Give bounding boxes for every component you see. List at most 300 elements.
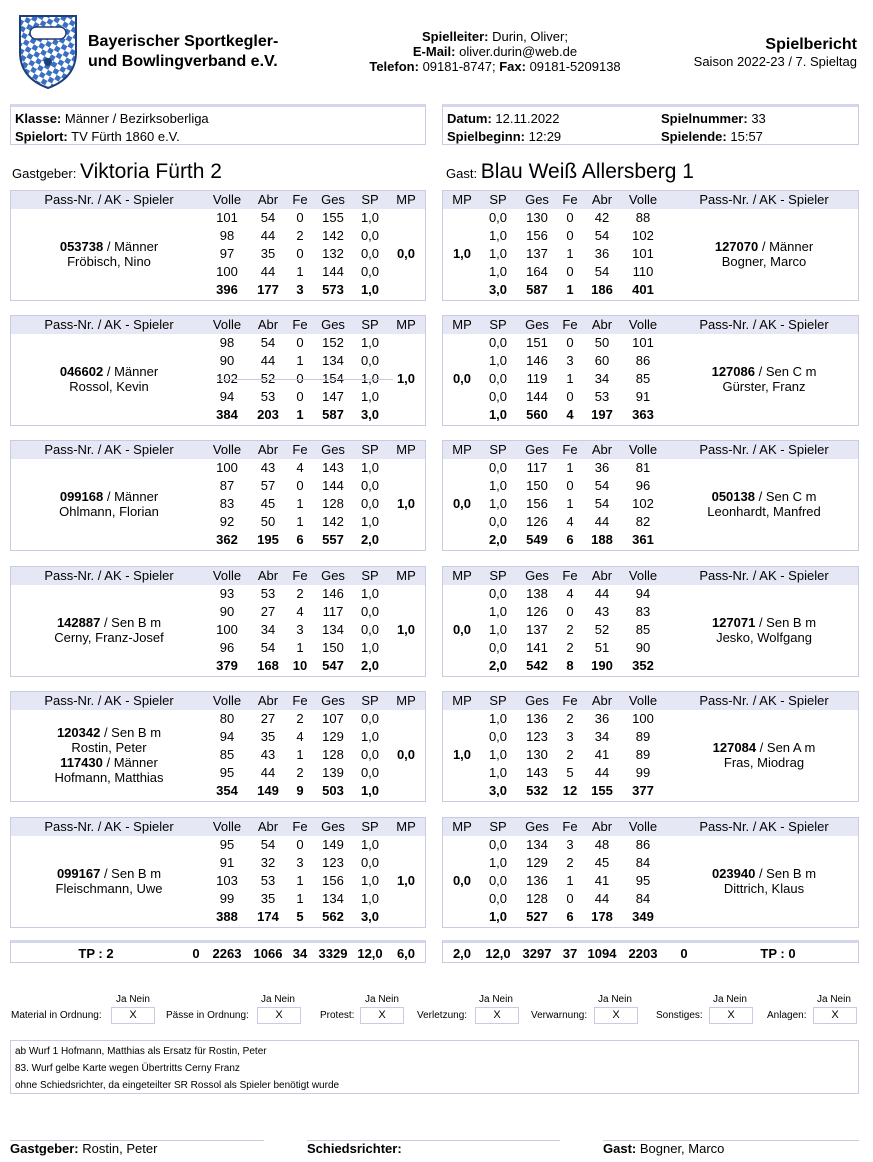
player-pass-nr: 023940 [711, 866, 756, 881]
home-fe-value: 0 [296, 210, 304, 225]
home-fe-value: 2 [296, 765, 304, 780]
email-value[interactable]: oliver.durin@web.de [459, 44, 578, 59]
ja-nein-3: Ja Nein [365, 994, 399, 1005]
home-mp-value: 0,0 [396, 747, 416, 762]
ende-label: Spielende: [661, 129, 727, 144]
check-box-material[interactable]: X [111, 1007, 155, 1024]
col-header-ges: Ges [525, 693, 549, 708]
away-fe-value: 0 [566, 389, 574, 404]
home-ges-total: 557 [322, 532, 344, 547]
away-tp: TP : 0 [760, 946, 796, 961]
datum-label: Datum: [447, 111, 492, 126]
away-abr-value: 44 [594, 765, 610, 780]
home-sp-value: 1,0 [360, 389, 380, 404]
player-name: Cerny, Franz-Josef [54, 630, 164, 645]
home-abr-value: 44 [260, 228, 276, 243]
home-volle-value: 95 [219, 765, 235, 780]
player-cell [11, 615, 207, 645]
player-ak: / Sen B m [100, 615, 162, 630]
remark-line: ab Wurf 1 Hofmann, Matthias als Ersatz für Rostin, Peter [15, 1046, 267, 1057]
player-name: Gürster, Franz [722, 379, 806, 394]
home-abr-value: 43 [260, 460, 276, 475]
home-abr-value: 43 [260, 747, 276, 762]
away-total-mp: 2,0 [452, 946, 472, 961]
player-pass-nr: 127070 [714, 239, 759, 254]
check-label-paesse: Pässe in Ordnung: [166, 1010, 249, 1021]
col-header-fe: Fe [292, 819, 308, 834]
away-sp-value: 0,0 [488, 586, 508, 601]
col-header-player: Pass-Nr. / AK - Spieler [699, 442, 829, 457]
away-volle-value: 96 [635, 478, 651, 493]
away-abr-value: 51 [594, 640, 610, 655]
home-abr-total: 195 [257, 532, 279, 547]
player-name: Leonhardt, Manfred [707, 504, 821, 519]
doc-title: Spielbericht [765, 36, 857, 53]
away-ges-value: 123 [526, 729, 548, 744]
away-ges-value: 137 [526, 622, 548, 637]
player-pass-line [11, 755, 207, 770]
home-fe-value: 0 [296, 371, 304, 386]
away-sp-value: 0,0 [488, 514, 508, 529]
away-abr-total: 197 [591, 407, 613, 422]
check-box-verwarnung[interactable]: X [594, 1007, 638, 1024]
home-volle-total: 362 [216, 532, 238, 547]
away-abr-value: 34 [594, 371, 610, 386]
leiter-label: Spielleiter: [422, 29, 489, 44]
player-pass-nr: 127071 [711, 615, 756, 630]
game-block-away [442, 691, 859, 802]
check-box-sonstiges[interactable]: X [709, 1007, 753, 1024]
away-abr-value: 36 [594, 246, 610, 261]
col-header-mp: MP [396, 442, 416, 457]
away-ges-value: 119 [526, 371, 548, 386]
home-fe-value: 1 [296, 747, 304, 762]
col-header-player: Pass-Nr. / AK - Spieler [699, 693, 829, 708]
away-fe-value: 4 [566, 514, 574, 529]
home-fe-value: 0 [296, 478, 304, 493]
home-fe-value: 2 [296, 228, 304, 243]
col-header-ges: Ges [525, 317, 549, 332]
home-total-volle: 2263 [212, 946, 242, 961]
check-label-anlagen: Anlagen: [767, 1010, 807, 1021]
home-mp-value: 1,0 [396, 496, 416, 511]
sig-home-value: Rostin, Peter [82, 1141, 158, 1156]
player-name: Dittrich, Klaus [723, 881, 805, 896]
away-ges-value: 144 [526, 389, 548, 404]
home-volle-value: 80 [219, 711, 235, 726]
col-header-player: Pass-Nr. / AK - Spieler [44, 693, 174, 708]
away-volle-value: 101 [632, 246, 654, 261]
signature-home [10, 1140, 264, 1161]
home-volle-value: 94 [219, 729, 235, 744]
col-header-player: Pass-Nr. / AK - Spieler [699, 819, 829, 834]
home-fe-value: 2 [296, 711, 304, 726]
col-header-abr: Abr [257, 819, 279, 834]
home-abr-value: 53 [260, 389, 276, 404]
player-cell [669, 489, 859, 519]
player-name: Fröbisch, Nino [67, 254, 151, 269]
col-header-player: Pass-Nr. / AK - Spieler [44, 819, 174, 834]
away-ges-value: 134 [526, 837, 548, 852]
away-abr-value: 44 [594, 586, 610, 601]
away-volle-value: 94 [635, 586, 651, 601]
home-sp-value: 0,0 [360, 353, 380, 368]
col-header-sp: SP [489, 568, 507, 583]
home-ges-value: 134 [322, 622, 344, 637]
away-abr-value: 48 [594, 837, 610, 852]
away-ges-value: 156 [526, 228, 548, 243]
col-header-abr: Abr [591, 192, 613, 207]
away-volle-value: 100 [632, 711, 654, 726]
away-volle-value: 90 [635, 640, 651, 655]
player-cell [669, 740, 859, 770]
home-volle-value: 85 [219, 747, 235, 762]
col-header-volle: Volle [628, 568, 658, 583]
away-total-abr: 1094 [587, 946, 617, 961]
away-volle-value: 91 [635, 389, 651, 404]
home-ges-total: 547 [322, 658, 344, 673]
datum-value: 12.11.2022 [495, 111, 560, 126]
player-ak: / Männer [102, 755, 158, 770]
home-sp-value: 1,0 [360, 891, 380, 906]
home-ges-value: 156 [322, 873, 344, 888]
beginn-value: 12:29 [528, 129, 562, 144]
away-fe-value: 1 [566, 873, 574, 888]
remark-line: ohne Schiedsrichter, da eingeteilter SR Rossol als Spieler benötigt wurde [15, 1080, 340, 1091]
player-ak: / Sen B m [755, 615, 817, 630]
col-header-abr: Abr [257, 568, 279, 583]
home-total-sp: 12,0 [357, 946, 383, 961]
away-volle-value: 85 [635, 371, 651, 386]
player-ak: / Sen A m [756, 740, 816, 755]
home-volle-value: 90 [219, 604, 235, 619]
away-sp-value: 1,0 [488, 264, 508, 279]
player-name: Rostin, Peter [71, 740, 147, 755]
email-label: E-Mail: [412, 44, 456, 59]
home-abr-value: 50 [260, 514, 276, 529]
col-header-fe: Fe [292, 192, 308, 207]
home-abr-total: 168 [257, 658, 279, 673]
home-abr-value: 54 [260, 837, 276, 852]
away-sp-total: 3,0 [488, 783, 508, 798]
home-volle-value: 92 [219, 514, 235, 529]
home-total-abr: 1066 [253, 946, 283, 961]
player-pass-nr: 099168 [59, 489, 104, 504]
home-team-title [12, 160, 222, 184]
home-ges-value: 142 [322, 228, 344, 243]
home-fe-total: 10 [292, 658, 308, 673]
game-block-home [10, 440, 426, 551]
home-ges-total: 562 [322, 909, 344, 924]
remarks-box [10, 1040, 859, 1094]
away-fe-total: 6 [566, 909, 574, 924]
home-fe-total: 5 [296, 909, 304, 924]
home-sp-value: 1,0 [360, 837, 380, 852]
col-header-player: Pass-Nr. / AK - Spieler [699, 568, 829, 583]
player-cell [11, 725, 207, 785]
home-mp-value: 1,0 [396, 873, 416, 888]
away-sp-value: 1,0 [488, 478, 508, 493]
player-pass-line [669, 740, 859, 755]
home-sp-value: 0,0 [360, 855, 380, 870]
player-ak: / Männer [758, 239, 814, 254]
home-sp-total: 2,0 [360, 658, 380, 673]
away-volle-total: 363 [632, 407, 654, 422]
home-volle-value: 95 [219, 837, 235, 852]
col-header-mp: MP [452, 819, 472, 834]
check-label-verwarnung: Verwarnung: [531, 1010, 588, 1021]
player-pass-line [669, 866, 859, 881]
col-header-abr: Abr [257, 442, 279, 457]
check-box-paesse[interactable]: X [257, 1007, 301, 1024]
player-ak: / Männer [103, 489, 159, 504]
player-name: Rossol, Kevin [69, 379, 149, 394]
col-header-volle: Volle [212, 693, 242, 708]
away-fe-value: 0 [566, 478, 574, 493]
home-ges-value: 149 [322, 837, 344, 852]
col-header-sp: SP [361, 442, 379, 457]
away-abr-value: 41 [594, 873, 610, 888]
away-sp-value: 0,0 [488, 891, 508, 906]
home-fe-value: 1 [296, 891, 304, 906]
home-fe-value: 4 [296, 604, 304, 619]
check-box-verletzung[interactable]: X [475, 1007, 519, 1024]
col-header-mp: MP [452, 442, 472, 457]
col-header-sp: SP [361, 568, 379, 583]
col-header-sp: SP [361, 192, 379, 207]
home-fe-value: 1 [296, 496, 304, 511]
doc-title-block [694, 35, 857, 70]
away-abr-value: 50 [594, 335, 610, 350]
player-pass-nr: 046602 [59, 364, 104, 379]
col-header-abr: Abr [591, 442, 613, 457]
away-total-volle: 2203 [628, 946, 658, 961]
org-name [88, 32, 278, 72]
away-abr-value: 54 [594, 478, 610, 493]
away-ges-value: 130 [526, 210, 548, 225]
signature-away [603, 1140, 859, 1161]
spielort-value: TV Fürth 1860 e.V. [71, 129, 180, 144]
player-ak: / Sen C m [754, 489, 817, 504]
home-volle-value: 93 [219, 586, 235, 601]
player-pass-nr: 117430 [60, 755, 103, 770]
player-pass-line [11, 866, 207, 881]
away-fe-value: 3 [566, 353, 574, 368]
home-sp-value: 0,0 [360, 765, 380, 780]
away-sp-value: 1,0 [488, 228, 508, 243]
home-total-ges: 3329 [318, 946, 348, 961]
home-sp-value: 0,0 [360, 264, 380, 279]
col-header-sp: SP [361, 693, 379, 708]
away-fe-value: 1 [566, 460, 574, 475]
away-mp-value: 0,0 [452, 873, 472, 888]
player-name: Fras, Miodrag [723, 755, 805, 770]
home-ges-value: 150 [322, 640, 344, 655]
home-volle-value: 98 [219, 335, 235, 350]
home-ges-value: 146 [322, 586, 344, 601]
away-abr-value: 54 [594, 228, 610, 243]
check-box-anlagen[interactable]: X [813, 1007, 857, 1024]
home-abr-value: 54 [260, 640, 276, 655]
away-fe-value: 1 [566, 246, 574, 261]
home-volle-value: 100 [216, 622, 238, 637]
col-header-volle: Volle [212, 568, 242, 583]
home-ges-value: 154 [322, 371, 344, 386]
away-fe-total: 8 [566, 658, 574, 673]
home-sp-total: 3,0 [360, 909, 380, 924]
away-sp-value: 1,0 [488, 747, 508, 762]
home-fe-value: 2 [296, 586, 304, 601]
away-volle-value: 86 [635, 353, 651, 368]
away-fe-value: 0 [566, 335, 574, 350]
beginn-label: Spielbeginn: [447, 129, 525, 144]
away-ges-total: 560 [526, 407, 548, 422]
away-sp-value: 0,0 [488, 873, 508, 888]
home-fe-total: 9 [296, 783, 304, 798]
col-header-fe: Fe [292, 442, 308, 457]
home-volle-value: 96 [219, 640, 235, 655]
home-abr-value: 45 [260, 496, 276, 511]
home-sp-total: 1,0 [360, 282, 380, 297]
home-mp-value: 1,0 [396, 622, 416, 637]
home-volle-value: 102 [216, 371, 238, 386]
col-header-ges: Ges [321, 192, 345, 207]
logo [18, 12, 78, 90]
away-ges-value: 138 [526, 586, 548, 601]
away-volle-value: 89 [635, 747, 651, 762]
player-name: Ohlmann, Florian [59, 504, 159, 519]
signature-referee [307, 1140, 560, 1161]
home-ges-value: 152 [322, 335, 344, 350]
game-block-away [442, 566, 859, 677]
home-abr-value: 27 [260, 711, 276, 726]
away-fe-value: 0 [566, 228, 574, 243]
away-abr-total: 178 [591, 909, 613, 924]
col-header-sp: SP [361, 317, 379, 332]
game-block-home [10, 817, 426, 928]
home-fe-value: 4 [296, 460, 304, 475]
player-cell [11, 489, 207, 519]
away-abr-value: 52 [594, 622, 610, 637]
home-volle-value: 103 [216, 873, 238, 888]
away-sp-value: 1,0 [488, 711, 508, 726]
ende-value: 15:57 [730, 129, 763, 144]
player-pass-line [669, 364, 859, 379]
game-block-home [10, 566, 426, 677]
col-header-mp: MP [396, 317, 416, 332]
home-ges-value: 128 [322, 747, 344, 762]
col-header-sp: SP [489, 317, 507, 332]
col-header-ges: Ges [525, 568, 549, 583]
home-sp-total: 1,0 [360, 783, 380, 798]
away-fe-value: 5 [566, 765, 574, 780]
fax-label: Fax: [499, 59, 526, 74]
col-header-mp: MP [396, 568, 416, 583]
away-ges-value: 136 [526, 711, 548, 726]
away-sp-value: 1,0 [488, 604, 508, 619]
game-block-home [10, 315, 426, 426]
col-header-fe: Fe [562, 442, 578, 457]
player-pass-line [669, 239, 859, 254]
sig-away-label: Gast: [603, 1141, 637, 1156]
col-header-volle: Volle [212, 819, 242, 834]
away-fe-total: 12 [562, 783, 578, 798]
home-sp-value: 1,0 [360, 873, 380, 888]
away-fe-value: 3 [566, 837, 574, 852]
check-box-protest[interactable]: X [360, 1007, 404, 1024]
home-sp-value: 0,0 [360, 747, 380, 762]
away-team-title [446, 160, 694, 184]
col-header-ges: Ges [321, 819, 345, 834]
away-mp-value: 0,0 [452, 496, 472, 511]
home-volle-value: 91 [219, 855, 235, 870]
player-name: Hofmann, Matthias [54, 770, 164, 785]
away-fe-value: 0 [566, 210, 574, 225]
home-ges-total: 503 [322, 783, 344, 798]
info-box-left [10, 104, 426, 145]
away-ges-value: 126 [526, 514, 548, 529]
game-block-away [442, 190, 859, 301]
home-fe-value: 3 [296, 622, 304, 637]
home-tp: TP : 2 [78, 946, 114, 961]
player-ak: / Sen B m [755, 866, 817, 881]
player-pass-nr: 050138 [711, 489, 755, 504]
col-header-abr: Abr [257, 693, 279, 708]
home-abr-total: 149 [257, 783, 279, 798]
col-header-player: Pass-Nr. / AK - Spieler [44, 317, 174, 332]
away-mp-value: 1,0 [452, 747, 472, 762]
home-ges-value: 143 [322, 460, 344, 475]
col-header-fe: Fe [562, 693, 578, 708]
home-volle-value: 87 [219, 478, 235, 493]
col-header-mp: MP [452, 192, 472, 207]
contact-block [330, 29, 660, 74]
col-header-volle: Volle [628, 442, 658, 457]
away-abr-value: 54 [594, 264, 610, 279]
away-ges-value: 150 [526, 478, 548, 493]
away-volle-value: 99 [635, 765, 651, 780]
home-fe-value: 1 [296, 640, 304, 655]
away-ges-value: 117 [526, 460, 548, 475]
sig-home-label: Gastgeber: [10, 1141, 79, 1156]
away-abr-value: 36 [594, 711, 610, 726]
away-volle-value: 88 [635, 210, 651, 225]
info-box-right [442, 104, 859, 145]
away-abr-value: 60 [594, 353, 610, 368]
col-header-abr: Abr [591, 317, 613, 332]
away-fe-value: 0 [566, 264, 574, 279]
away-sp-value: 1,0 [488, 765, 508, 780]
home-sp-total: 3,0 [360, 407, 380, 422]
player-pass-nr: 127084 [712, 740, 757, 755]
away-volle-value: 102 [632, 228, 654, 243]
check-label-material: Material in Ordnung: [11, 1010, 102, 1021]
col-header-player: Pass-Nr. / AK - Spieler [44, 568, 174, 583]
totals-away [442, 940, 859, 963]
home-sp-value: 0,0 [360, 604, 380, 619]
player-pass-line [11, 489, 207, 504]
col-header-fe: Fe [292, 568, 308, 583]
home-abr-value: 32 [260, 855, 276, 870]
away-ges-value: 151 [526, 335, 548, 350]
away-mp-value: 0,0 [452, 622, 472, 637]
col-header-volle: Volle [628, 192, 658, 207]
home-ges-value: 155 [322, 210, 344, 225]
away-sp-value: 0,0 [488, 371, 508, 386]
away-ges-value: 126 [526, 604, 548, 619]
away-sp-value: 0,0 [488, 389, 508, 404]
col-header-ges: Ges [525, 819, 549, 834]
